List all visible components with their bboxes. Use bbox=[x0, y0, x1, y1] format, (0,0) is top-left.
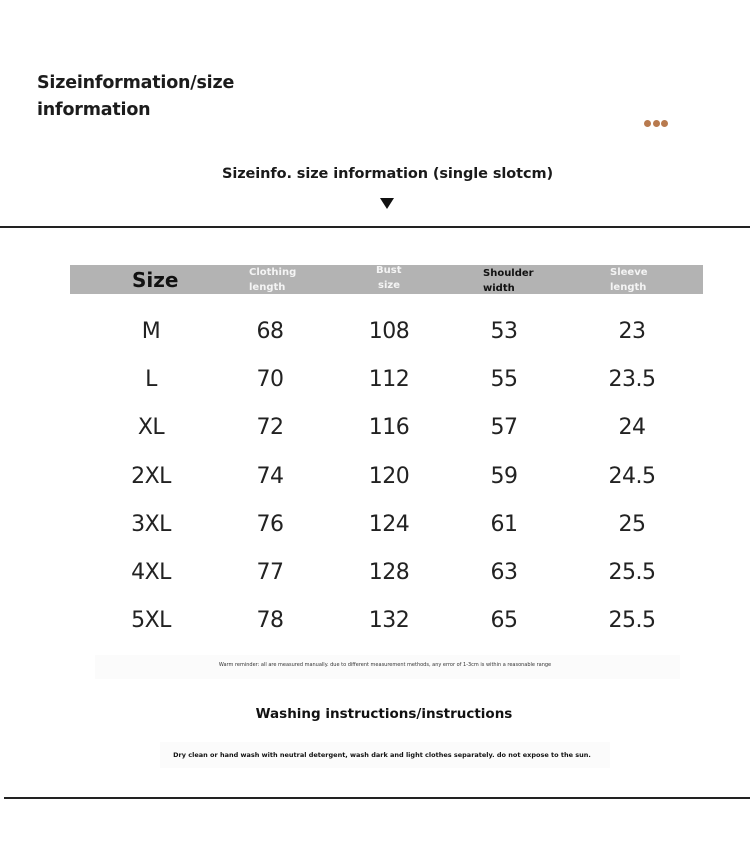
table-row bbox=[0, 512, 750, 542]
measurement-cell: 76 bbox=[256, 511, 284, 537]
measurement-cell: 70 bbox=[256, 367, 284, 393]
more-dots-icon bbox=[644, 120, 668, 127]
column-header-size: Size bbox=[132, 268, 179, 292]
measurement-cell: 65 bbox=[490, 608, 518, 634]
warm-reminder: Warm reminder: all are measured manually. due to different measurement methods, any error of 1-3cm is within a reasonable range bbox=[218, 662, 552, 668]
page-title-line-2: information bbox=[37, 100, 151, 120]
table-header bbox=[70, 265, 703, 294]
dot bbox=[644, 120, 651, 127]
washing-title: Washing instructions/instructions bbox=[255, 706, 513, 722]
size-cell: 5XL bbox=[131, 608, 171, 634]
column-header-line: length bbox=[610, 282, 647, 293]
size-cell: 2XL bbox=[131, 463, 171, 489]
table-row bbox=[0, 319, 750, 349]
table-row bbox=[0, 560, 750, 590]
column-header-bust-size bbox=[376, 263, 401, 293]
table-row bbox=[0, 367, 750, 397]
measurement-cell: 24 bbox=[618, 415, 646, 441]
measurement-cell: 23.5 bbox=[608, 367, 656, 393]
table-row bbox=[0, 464, 750, 494]
measurement-cell: 77 bbox=[256, 560, 284, 585]
measurement-cell: 132 bbox=[368, 608, 410, 634]
measurement-cell: 25 bbox=[618, 511, 646, 537]
measurement-cell: 68 bbox=[256, 319, 284, 344]
page-title bbox=[37, 70, 297, 124]
measurement-cell: 25.5 bbox=[608, 560, 656, 585]
measurement-cell: 55 bbox=[490, 367, 518, 393]
size-cell: 4XL bbox=[131, 560, 171, 585]
triangle-down-icon bbox=[380, 198, 394, 209]
measurement-cell: 116 bbox=[368, 415, 410, 441]
page-title-line-1: Sizeinformation/size bbox=[37, 73, 235, 93]
dot bbox=[661, 120, 668, 127]
column-header-line: Shoulder bbox=[483, 268, 534, 279]
measurement-cell: 120 bbox=[368, 463, 410, 489]
column-header-shoulder-width bbox=[483, 266, 534, 296]
measurement-cell: 25.5 bbox=[608, 608, 656, 634]
column-header-line: Clothing bbox=[249, 267, 297, 278]
column-header-sleeve-length bbox=[610, 265, 648, 295]
column-header-line: length bbox=[249, 282, 286, 293]
column-header-clothing-length bbox=[249, 265, 296, 295]
measurement-cell: 78 bbox=[256, 608, 284, 634]
measurement-cell: 57 bbox=[490, 415, 518, 441]
table-row bbox=[0, 415, 750, 445]
measurement-cell: 112 bbox=[368, 367, 410, 393]
measurement-cell: 128 bbox=[368, 560, 410, 585]
measurement-cell: 23 bbox=[618, 319, 646, 344]
measurement-cell: 124 bbox=[368, 511, 410, 537]
table-row bbox=[0, 608, 750, 638]
size-cell: M bbox=[141, 319, 161, 344]
column-header-line: size bbox=[378, 280, 400, 291]
measurement-cell: 61 bbox=[490, 511, 518, 537]
column-header-line: Bust bbox=[376, 265, 402, 276]
section-subtitle: Sizeinfo. size information (single slotcm) bbox=[222, 166, 553, 182]
divider-top bbox=[0, 226, 750, 228]
measurement-cell: 108 bbox=[368, 319, 410, 344]
size-cell: L bbox=[145, 367, 157, 393]
measurement-cell: 74 bbox=[256, 463, 284, 489]
column-header-line: Sleeve bbox=[610, 267, 648, 278]
divider-bottom bbox=[4, 797, 750, 799]
washing-text: Dry clean or hand wash with neutral detergent, wash dark and light clothes separately. do not expose to the sun. bbox=[173, 751, 591, 759]
measurement-cell: 24.5 bbox=[608, 463, 656, 489]
dot bbox=[653, 120, 660, 127]
size-cell: 3XL bbox=[131, 511, 171, 537]
column-header-line: width bbox=[483, 283, 515, 294]
measurement-cell: 63 bbox=[490, 560, 518, 585]
size-cell: XL bbox=[137, 415, 165, 441]
measurement-cell: 53 bbox=[490, 319, 518, 344]
measurement-cell: 59 bbox=[490, 463, 518, 489]
measurement-cell: 72 bbox=[256, 415, 284, 441]
